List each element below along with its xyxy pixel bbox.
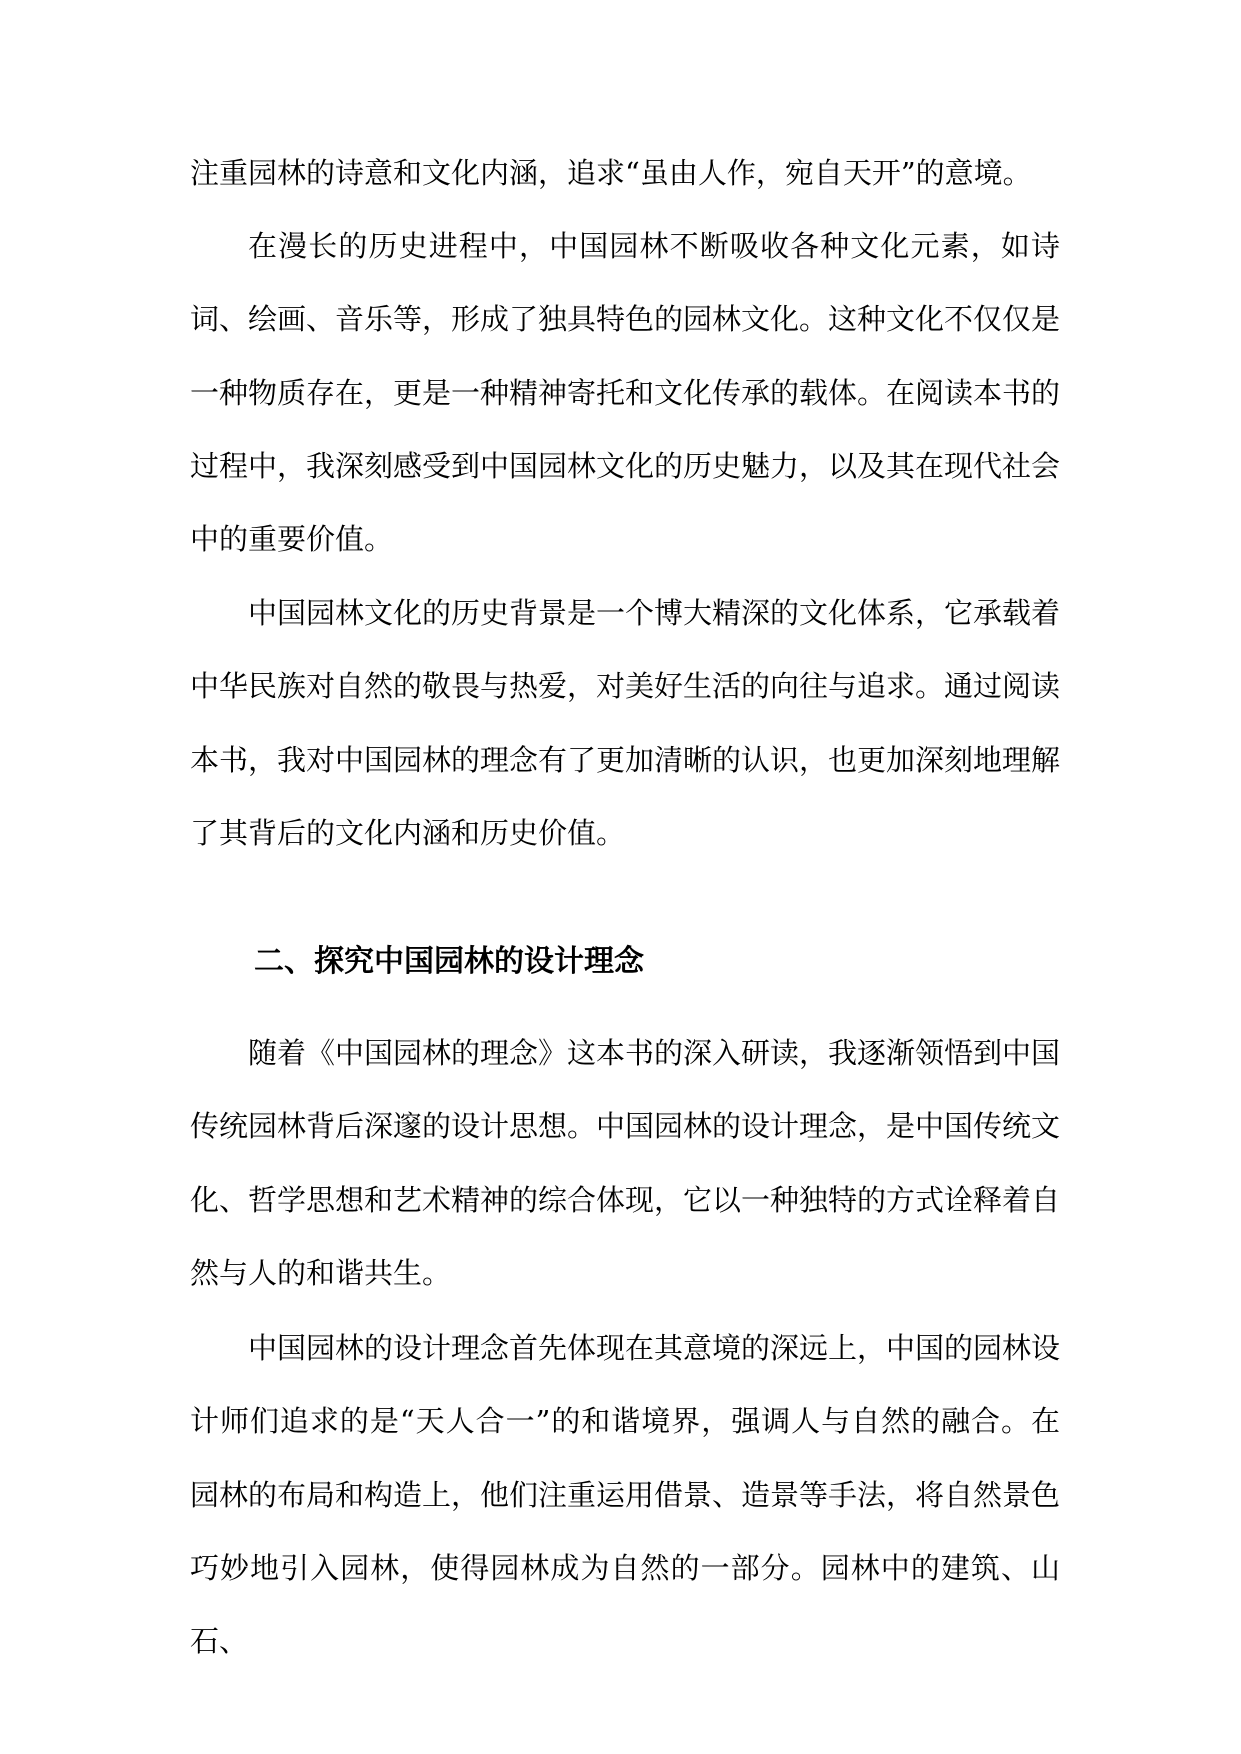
paragraph-garden-culture-background: 中国园林文化的历史背景是一个博大精深的文化体系，它承载着中华民族对自然的敬畏与热爱，对美好生活的向往与追求。通过阅读本书，我对中国园林的理念有了更加清晰的认识，也更加深刻地理解了其背后的文化内涵和历史价值。 <box>190 596 1061 850</box>
paragraph-design-concept-intro: 随着《中国园林的理念》这本书的深入研读，我逐渐领悟到中国传统园林背后深邃的设计思想。中国园林的设计理念，是中国传统文化、哲学思想和艺术精神的综合体现，它以一种独特的方式诠释着自然与人的和谐共生。 <box>190 1036 1061 1290</box>
paragraph-continuation: 注重园林的诗意和文化内涵，追求“虽由人作，宛自天开”的意境。 <box>190 156 1032 190</box>
section-heading: 二、探究中国园林的设计理念 <box>254 944 644 979</box>
paragraph-design-concept-artistic-conception: 中国园林的设计理念首先体现在其意境的深远上，中国的园林设计师们追求的是“天人合一”的和谐境界，强调人与自然的融合。在园林的布局和构造上，他们注重运用借景、造景等手法，将自然景色巧妙地引入园林，使得园林成为自然的一部分。园林中的建筑、山石、 <box>190 1331 1061 1659</box>
paragraph-garden-culture-history: 在漫长的历史进程中，中国园林不断吸收各种文化元素，如诗词、绘画、音乐等，形成了独具特色的园林文化。这种文化不仅仅是一种物质存在，更是一种精神寄托和文化传承的载体。在阅读本书的过程中，我深刻感受到中国园林文化的历史魅力，以及其在现代社会中的重要价值。 <box>190 229 1061 557</box>
